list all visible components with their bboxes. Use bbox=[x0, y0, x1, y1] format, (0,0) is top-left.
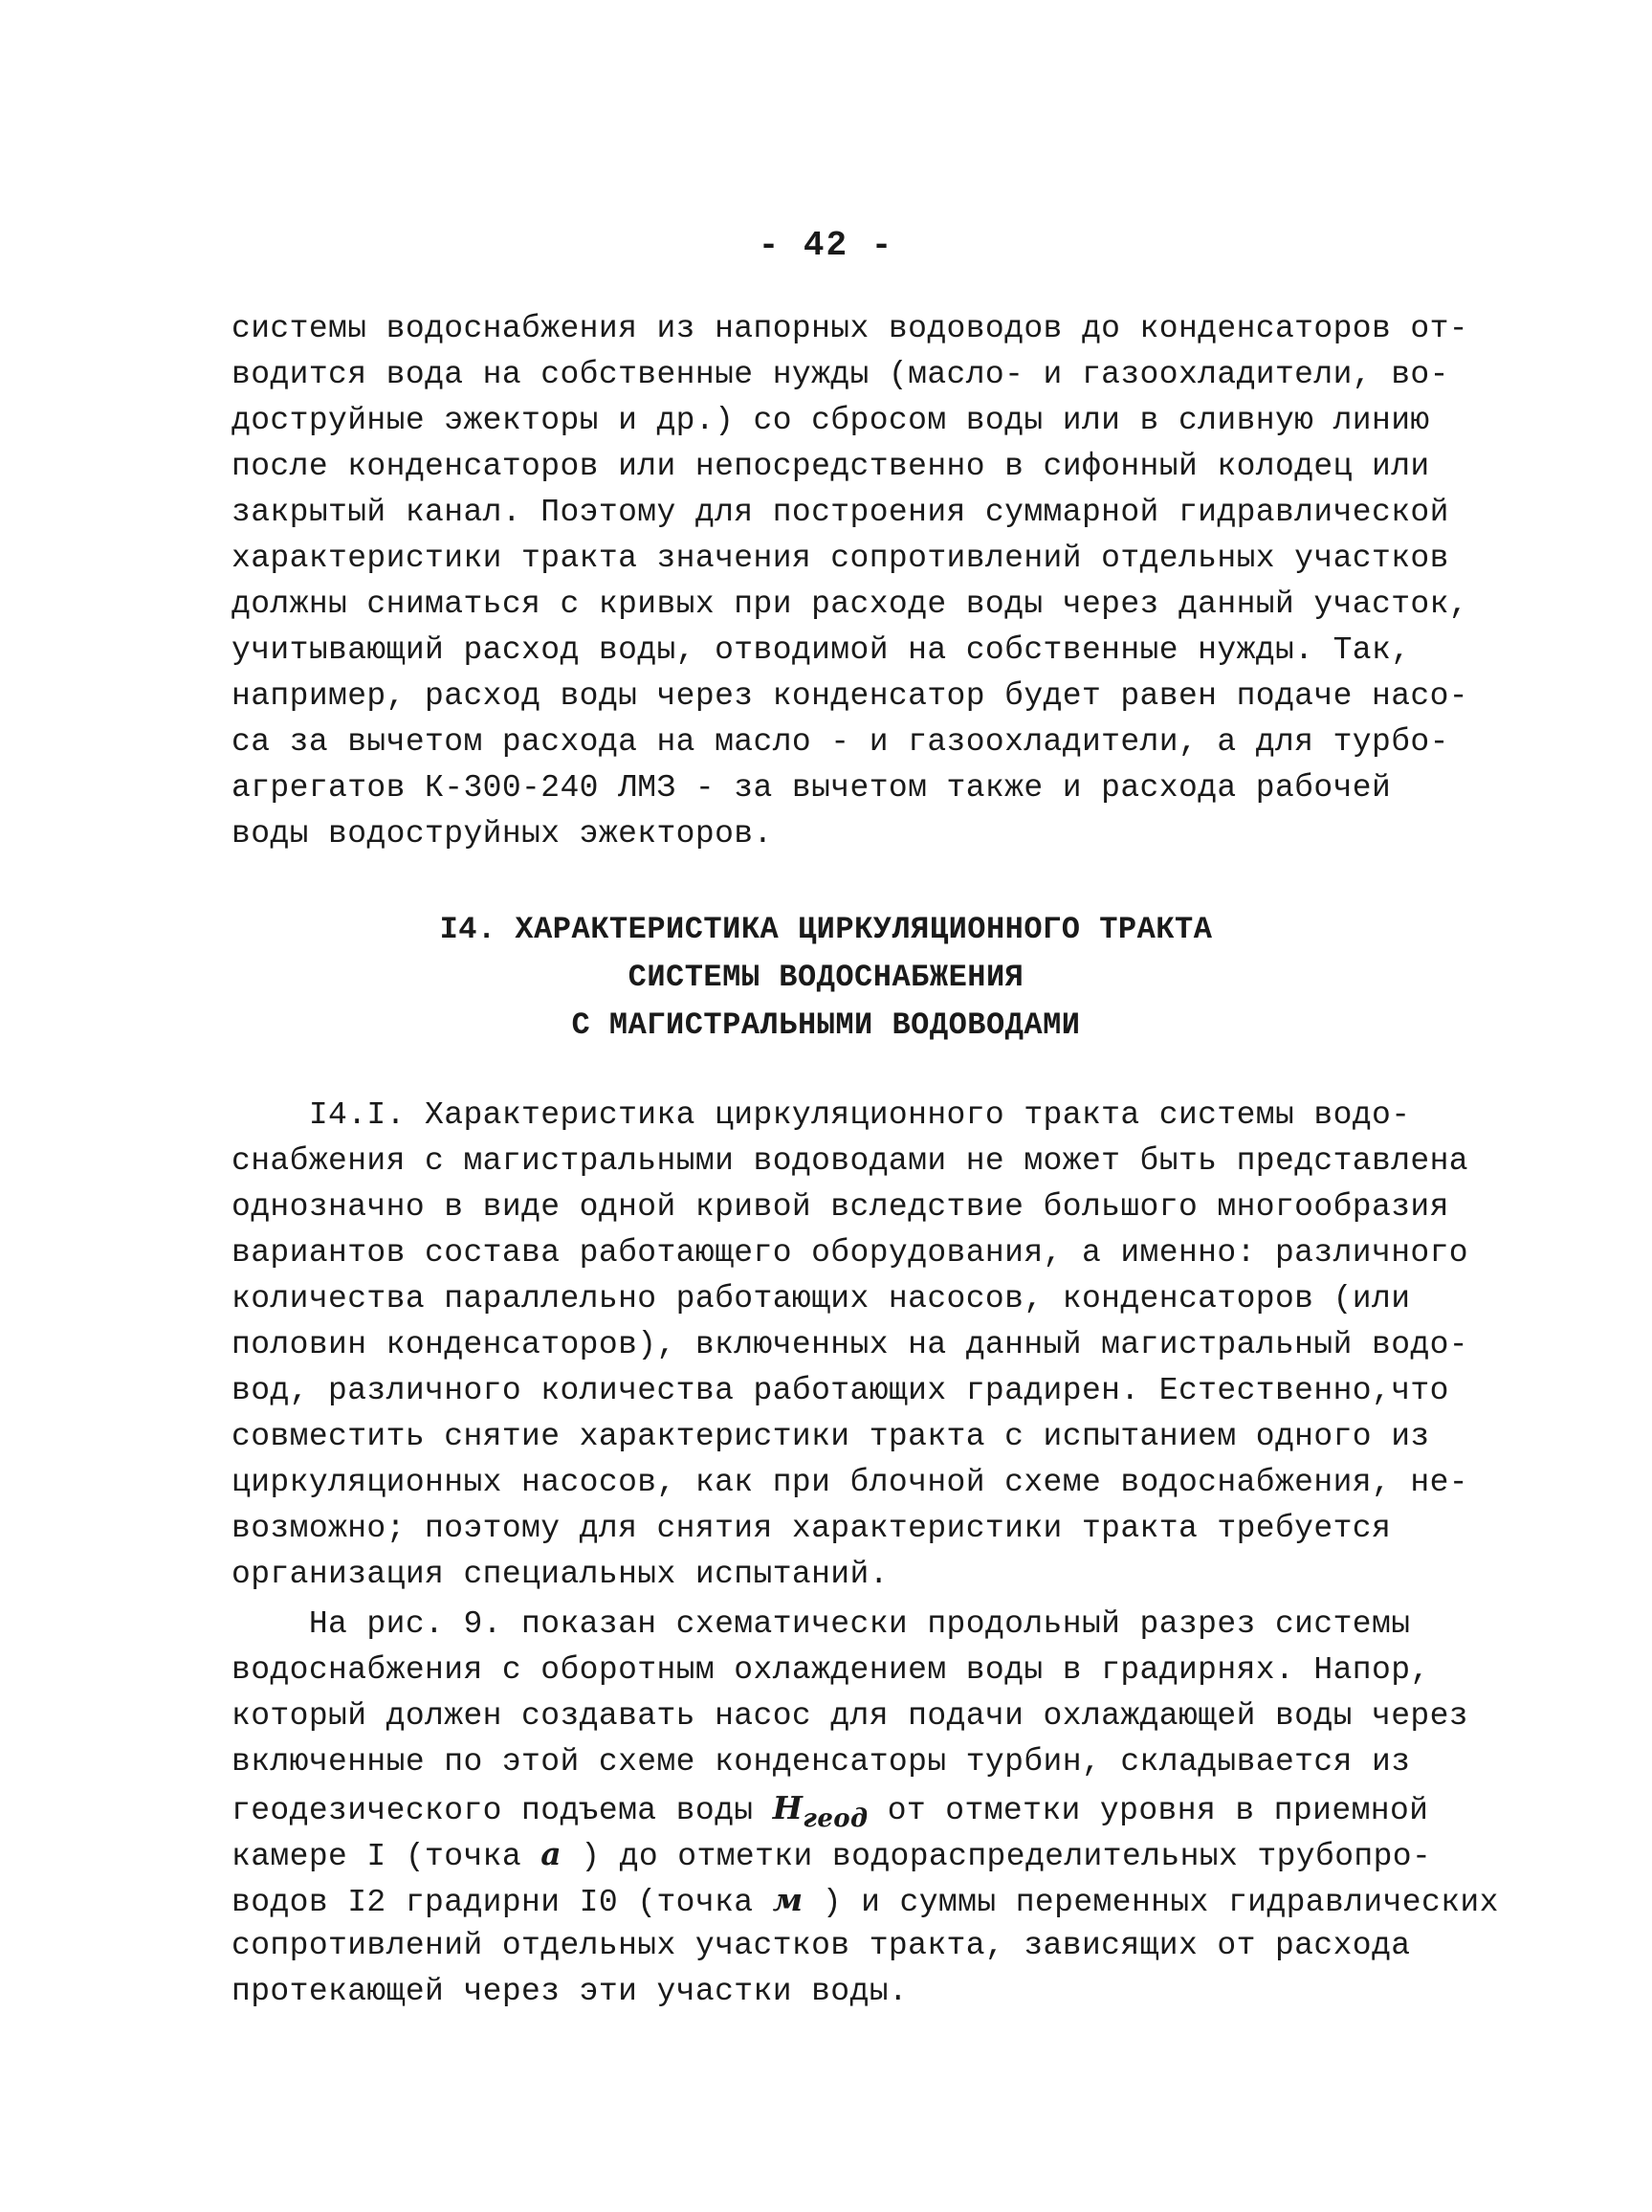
text-segment: ) и суммы переменных гидравлических bbox=[803, 1885, 1499, 1920]
text-line: учитывающий расход воды, отводимой на собственные нужды. Так, bbox=[231, 632, 1411, 668]
text-line: I4.I. Характеристика циркуляционного тракта системы водо- bbox=[231, 1097, 1411, 1133]
text-line: включенные по этой схеме конденсаторы турбин, складывается из bbox=[231, 1744, 1411, 1780]
text-line: закрытый канал. Поэтому для построения суммарной гидравлической bbox=[231, 495, 1449, 530]
text-line: вод, различного количества работающих градирен. Естественно,что bbox=[231, 1373, 1449, 1408]
text-segment: водов I2 градирни I0 (точка bbox=[231, 1885, 773, 1920]
text-line: возможно; поэтому для снятия характеристики тракта требуется bbox=[231, 1511, 1392, 1546]
text-line: организация специальных испытаний. bbox=[231, 1557, 889, 1592]
text-line: который должен создавать насос для подачи охлаждающей воды через bbox=[231, 1698, 1469, 1734]
section-heading-line: СИСТЕМЫ ВОДОСНАБЖЕНИЯ bbox=[628, 960, 1024, 995]
text-segment: от отметки уровня в приемной bbox=[868, 1793, 1429, 1828]
page-number: - 42 - bbox=[758, 226, 894, 265]
text-line: водится вода на собственные нужды (масло- и газоохладители, во- bbox=[231, 357, 1449, 392]
text-line bbox=[231, 1833, 1431, 1878]
text-segment: геодезического подъема воды bbox=[231, 1793, 773, 1828]
text-line: системы водоснабжения из напорных водоводов до конденсаторов от- bbox=[231, 311, 1469, 346]
text-line: сопротивлений отдельных участков тракта, зависящих от расхода bbox=[231, 1928, 1411, 1963]
formula-h-geod bbox=[772, 1789, 869, 1833]
text-segment: камере I (точка bbox=[231, 1839, 541, 1874]
text-line: На рис. 9. показан схематически продольный разрез системы bbox=[231, 1606, 1411, 1642]
text-line: количества параллельно работающих насосов, конденсаторов (или bbox=[231, 1281, 1411, 1316]
text-line: са за вычетом расхода на масло - и газоохладители, а для турбо- bbox=[231, 724, 1449, 760]
section-heading-line: С МАГИСТРАЛЬНЫМИ ВОДОВОДАМИ bbox=[571, 1007, 1081, 1043]
text-segment: ) до отметки водораспределительных трубопро- bbox=[562, 1839, 1432, 1874]
point-m-symbol: м bbox=[772, 1881, 804, 1918]
text-line: после конденсаторов или непосредственно в сифонный колодец или bbox=[231, 449, 1430, 484]
text-line: доструйные эжекторы и др.) со сбросом воды или в сливную линию bbox=[231, 403, 1430, 438]
text-line: водоснабжения с оборотным охлаждением воды в градирнях. Напор, bbox=[231, 1652, 1430, 1688]
formula-subscript: геод bbox=[803, 1804, 869, 1833]
text-line bbox=[231, 1879, 1499, 1924]
text-line: вариантов состава работающего оборудования, а именно: различного bbox=[231, 1235, 1469, 1271]
section-heading-line: I4. ХАРАКТЕРИСТИКА ЦИРКУЛЯЦИОННОГО ТРАКТА bbox=[439, 912, 1213, 947]
text-line: снабжения с магистральными водоводами не может быть представлена bbox=[231, 1143, 1469, 1179]
text-line: протекающей через эти участки воды. bbox=[231, 1974, 909, 2009]
text-line: характеристики тракта значения сопротивлений отдельных участков bbox=[231, 541, 1449, 576]
text-line: например, расход воды через конденсатор будет равен подаче насо- bbox=[231, 678, 1469, 714]
text-line: должны сниматься с кривых при расходе воды через данный участок, bbox=[231, 586, 1469, 622]
text-line: воды водоструйных эжекторов. bbox=[231, 816, 773, 852]
text-line bbox=[231, 1787, 1428, 1840]
point-a-symbol: a bbox=[540, 1835, 562, 1872]
text-line: половин конденсаторов), включенных на данный магистральный водо- bbox=[231, 1327, 1469, 1362]
text-line: циркуляционных насосов, как при блочной схеме водоснабжения, не- bbox=[231, 1465, 1469, 1500]
text-line: агрегатов К-300-240 ЛМЗ - за вычетом также и расхода рабочей bbox=[231, 770, 1392, 806]
text-line: однозначно в виде одной кривой вследствие большого многообразия bbox=[231, 1189, 1449, 1225]
text-line: совместить снятие характеристики тракта с испытанием одного из bbox=[231, 1419, 1430, 1454]
formula-symbol: H bbox=[772, 1789, 804, 1826]
